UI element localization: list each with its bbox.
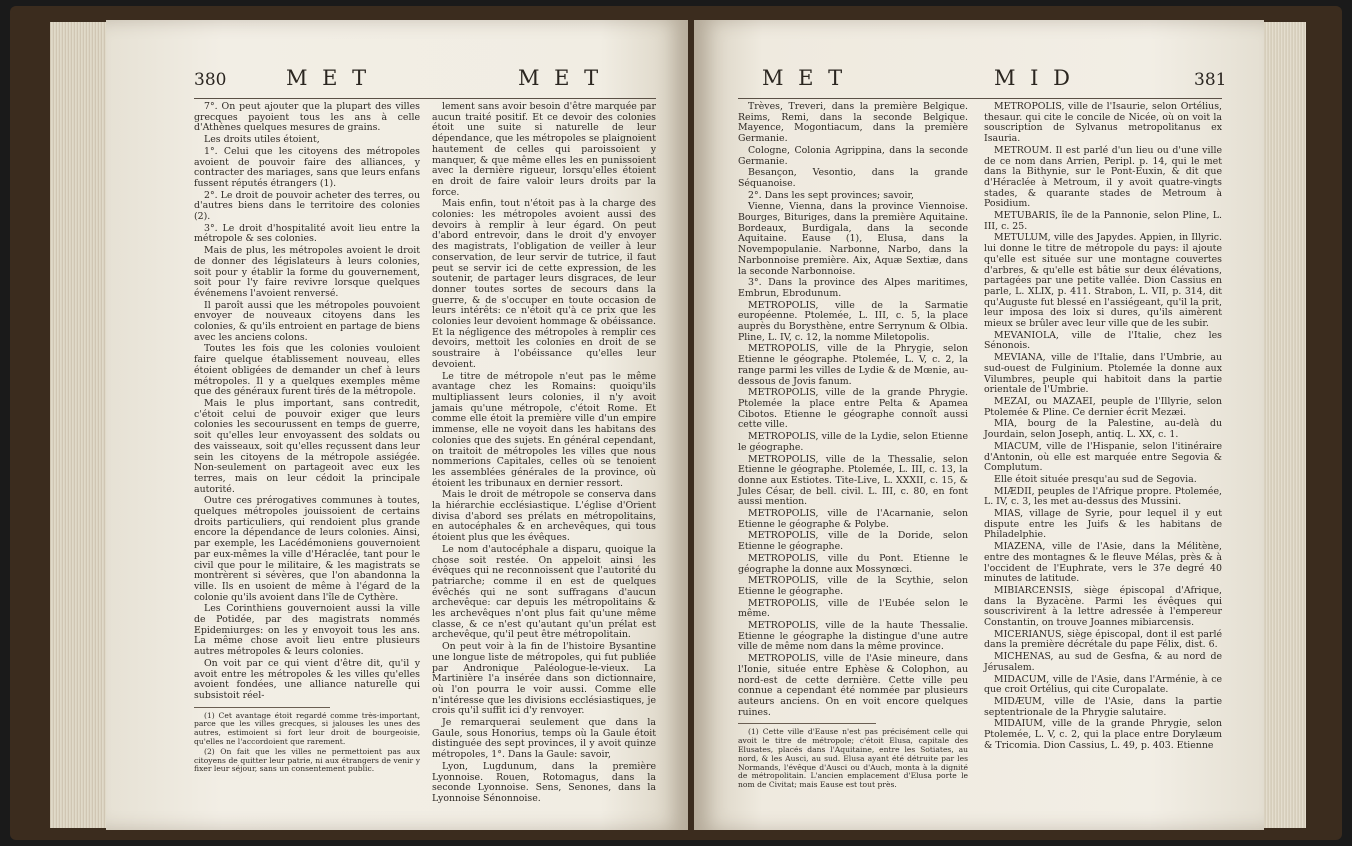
paragraph: Les Corinthiens gouvernoient aussi la ville de Potidée, par des magistrats nommés Epidemiurges: on les y envoyoit tous les ans. La même chose avoit lieu entre plusieurs autres métropoles & leurs colonies. xyxy=(194,603,420,658)
paragraph: METROPOLIS, ville de la Sarmatie européenne. Ptolemée, L. III, c. 5, la place auprès du Borysthène, entre Serrynum & Olbia. Pline, L. IV, c. 12, la nomme Miletopolis. xyxy=(738,299,968,343)
paragraph: METROPOLIS, ville de l'Acarnanie, selon Etienne le géographe & Polybe. xyxy=(738,508,968,530)
footnote: (1) Cet avantage étoit regardé comme très-important, parce que les villes grecques, si jalouses les unes des autres, estimoient si fort leur droit de bourgeoisie, qu'elles ne l'accordoient que rarement. xyxy=(194,710,420,747)
paragraph: Mais le droit de métropole se conserva dans la hiérarchie ecclésiastique. L'église d'Orient divisa d'abord ses prélats en métropolitains, en autocéphales & en archevêques, qui tous étoient plus que les évêques. xyxy=(432,489,656,544)
book-spread xyxy=(10,6,1342,840)
footnote-rule xyxy=(738,723,876,724)
paragraph: Trèves, Treveri, dans la première Belgique. Reims, Remi, dans la seconde Belgique. Mayence, Mogontiacum, dans la première Germanie. xyxy=(738,101,968,145)
paragraph: Il paroît aussi que les métropoles pouvoient envoyer de nouveaux citoyens dans les colonies, & qu'ils entroient en partage de biens avec les anciens colons. xyxy=(194,299,420,343)
paragraph: MIAS, village de Syrie, pour lequel il y eut dispute entre les Juifs & les habitans de Philadelphie. xyxy=(984,508,1222,541)
right-header-right: M I D xyxy=(994,66,1074,90)
left-header-rule xyxy=(194,98,656,99)
paragraph: METROPOLIS, ville de la grande Phrygie. Ptolemée la place entre Pelta & Apamea Cibotos. Etienne le géographe connoît aussi cette ville. xyxy=(738,387,968,431)
right-header-rule xyxy=(738,98,1222,99)
paragraph: MIDÆUM, ville de l'Asie, dans la partie septentrionale de la Phrygie salutaire. xyxy=(984,695,1222,718)
right-page xyxy=(694,20,1264,830)
left-header-right: M E T xyxy=(518,66,603,90)
paragraph: MIACUM, ville de l'Hispanie, selon l'itinéraire d'Antonin, où elle est marquée entre Segovia & Complutum. xyxy=(984,440,1222,474)
paragraph: MIA, bourg de la Palestine, au-delà du Jourdain, selon Joseph, antiq. L. XX, c. 1. xyxy=(984,418,1222,441)
paragraph: METROPOLIS, ville de la Scythie, selon Etienne le géographe. xyxy=(738,575,968,597)
paragraph: 7°. On peut ajouter que la plupart des villes grecques payoient tous les ans à celle d'Athènes quelques mesures de grains. xyxy=(194,101,420,134)
paragraph: lement sans avoir besoin d'être marquée par aucun traité positif. Et ce devoir des colonies étoit une suite si naturelle de leur dépendance, que les métropoles se plaignoient hautement de celles qui paroissoient y manquer, & que même elles les en punissoient avec la dernière rigueur, lorsqu'elles étoient en droit de faire valoir leurs droits par la force. xyxy=(432,101,656,198)
paragraph: Outre ces prérogatives communes à toutes, quelques métropoles jouissoient de certains droits particuliers, qui rendoient plus grande encore la dépendance de leurs colonies. Ainsi, par exemple, les Lacédémoniens gouvernoient par eux-mêmes la ville d'Héraclée, tant pour le civil que pour le militaire, & les magistrats se montrèrent si sévères, que l'on abandonna la ville. Ils en usoient de même à l'égard de la colonie qu'ils avoient dans l'île de Cythère. xyxy=(194,495,420,603)
footnote-rule xyxy=(194,707,330,708)
right-page-edges xyxy=(1262,22,1306,828)
right-column-1 xyxy=(738,102,968,791)
paragraph: Mais enfin, tout n'étoit pas à la charge des colonies: les métropoles avoient aussi des devoirs à remplir à leur égard. On peut d'abord entrevoir, dans le droit d'y envoyer des magistrats, l'obligation de veiller à leur conservation, de leur servir de tutrice, il faut peut se servir ici de cette expression, de les soutenir, de partager leurs disgraces, de leur donner toutes sortes de secours dans la guerre, & de s'occuper en toute occasion de leurs intérêts: ce n'étoit qu'à ce prix que les colonies leur devoient hommage & obéissance. Et la négligence des métropoles à remplir ces devoirs, mettoit les colonies en droit de se soustraire à l'obéissance qu'elles leur devoient. xyxy=(432,198,656,370)
left-header-left: M E T xyxy=(286,66,371,90)
paragraph: 3°. Le droit d'hospitalité avoit lieu entre la métropole & ses colonies. xyxy=(194,222,420,245)
paragraph: 3°. Dans la province des Alpes maritimes, Embrun, Ebrodunum. xyxy=(738,277,968,299)
paragraph: METROPOLIS, ville de la Lydie, selon Etienne le géographe. xyxy=(738,431,968,453)
paragraph: Mais de plus, les métropoles avoient le droit de donner des législateurs à leurs colonies, soit pour y établir la forme du gouvernement, soit pour l'y faire revivre lorsque quelques événemens l'avoient renversé. xyxy=(194,245,420,299)
left-column-2 xyxy=(432,102,656,806)
paragraph: MIDAIUM, ville de la grande Phrygie, selon Ptolemée, L. V, c. 2, qui la place entre Dorylæum & Tricomia. Dion Cassius, L. 49, p. 403. Etienne xyxy=(984,718,1222,751)
paragraph: MIÆDII, peuples de l'Afrique propre. Ptolemée, L. IV, c. 3, les met au-dessus des Mussini. xyxy=(984,485,1222,508)
paragraph: MIBIARCENSIS, siège épiscopal d'Afrique, dans la Byzacène. Parmi les évêques qui souscrivirent à la lettre adressée à l'empereur Constantin, on trouve Joannes mibiarcensis. xyxy=(984,584,1222,629)
paragraph: MIAZENA, ville de l'Asie, dans la Mélitène, entre des montagnes & le fleuve Mélas, près & à l'occident de l'Euphrate, vers le 37e degré 40 minutes de latitude. xyxy=(984,541,1222,585)
paragraph: 1°. Celui que les citoyens des métropoles avoient de pouvoir faire des alliances, y contracter des mariages, sans que leurs enfans fussent réputés étrangers (1). xyxy=(194,145,420,189)
paragraph: Le nom d'autocéphale a disparu, quoique la chose soit restée. On appeloit ainsi les évêques qui ne reconnoissent que l'autorité du patriarche; comme il en est de quelques évêchés qui ne sont suffragans d'aucun archevêque: car depuis les métropolitains & les archevêques n'ont plus fait qu'une même classe, & ce n'est qu'autant qu'un prélat est archevêque, qu'il peut être métropolitain. xyxy=(432,543,656,641)
paragraph: 2°. Le droit de pouvoir acheter des terres, ou d'autres biens dans le territoire des colonies (2). xyxy=(194,189,420,223)
paragraph: Toutes les fois que les colonies vouloient faire quelque établissement nouveau, elles étoient obligées de demander un chef à leurs métropoles. Il y a quelques exemples même que des généraux furent tirés de la métropole. xyxy=(194,343,420,398)
paragraph: METROPOLIS, ville de l'Asie mineure, dans l'Ionie, située entre Ephèse & Colophon, au nord-est de cette dernière. Cette ville peu connue a cependant été nommée par plusieurs auteurs anciens. On en voit encore quelques ruines. xyxy=(738,653,968,718)
paragraph: METROPOLIS, ville de l'Eubée selon le même. xyxy=(738,597,968,620)
paragraph: Les droits utiles étoient, xyxy=(204,134,320,146)
paragraph: METULUM, ville des Japydes. Appien, in Illyric. lui donne le titre de métropole du pays: il ajoute qu'elle est située sur une montagne couvertes d'arbres, & qu'elle est bâtie sur deux élévations, partagées par une petite vallée. Dion Cassius en parle, L. XLIX, p. 411. Strabon, L. VII, p. 314, dit qu'Auguste fut blessé en l'assiégeant, qu'il la prit, leur imposa des loix si dures, qu'ils aimèrent mieux se brûler avec leur ville que de les subir. xyxy=(984,232,1222,330)
paragraph: Lyon, Lugdunum, dans la première Lyonnoise. Rouen, Rotomagus, dans la seconde Lyonnoise. Sens, Senones, dans la Lyonnoise Sénonnoise. xyxy=(432,760,656,804)
paragraph: 2°. Dans les sept provinces; savoir, xyxy=(748,189,914,201)
paragraph: Mais le plus important, sans contredit, c'étoit celui de pouvoir exiger que leurs colonies les secourussent en temps de guerre, soit qu'elles leur envoyassent des soldats ou des vaisseaux, soit qu'elles reçussent dans leur sein les citoyens de la métropole assiégée. Non-seulement on partageoit avec eux les terres, mais on leur cédoit la principale autorité. xyxy=(194,397,420,495)
paragraph: Je remarquerai seulement que dans la Gaule, sous Honorius, temps où la Gaule étoit distinguée des sept provinces, il y avoit quinze métropoles, 1°. Dans la Gaule: savoir, xyxy=(432,717,656,761)
left-page xyxy=(106,20,688,830)
paragraph: METROPOLIS, ville de la Phrygie, selon Etienne le géographe. Ptolemée, L. V, c. 2, la range parmi les villes de Lydie & de Mœnie, au-dessous de Jovis fanum. xyxy=(738,343,968,387)
paragraph: Le titre de métropole n'eut pas le même avantage chez les Romains: quoiqu'ils multipliassent leurs colonies, il n'y avoit jamais qu'une métropole, c'étoit Rome. Et comme elle étoit la première ville d'un empire immense, elle ne voyoit dans les habitans des colonies que des sujets. En général cependant, on traitoit de métropoles les villes que nous nommerions Capitales, celles où se tenoient les assemblées générales de la province, où étoient les tribunaux en dernier ressort. xyxy=(432,370,656,489)
paragraph: Cologne, Colonia Agrippina, dans la seconde Germanie. xyxy=(738,144,968,167)
paragraph: MIDACUM, ville de l'Asie, dans l'Arménie, à ce que croit Ortélius, qui cite Curopalate. xyxy=(984,673,1222,696)
paragraph: METUBARIS, île de la Pannonie, selon Pline, L. III, c. 25. xyxy=(984,210,1222,232)
paragraph: METROPOLIS, ville de la Thessalie, selon Etienne le géographe. Ptolemée, L. III, c. 13, la donne aux Estiotes. Tite-Live, L. XXXII, c. 15, & Jules César, de bell. civil. L. III, c. 80, en font aussi mention. xyxy=(738,453,968,508)
paragraph: Besançon, Vesontio, dans la grande Séquanoise. xyxy=(738,167,968,189)
paragraph: On voit par ce qui vient d'être dit, qu'il y avoit entre les métropoles & les villes qu'elles avoient fondées, une alliance naturelle qui subsistoit réel- xyxy=(194,657,420,701)
paragraph: METROPOLIS, ville de la haute Thessalie. Etienne le géographe la distingue d'une autre ville de même nom dans la même province. xyxy=(738,620,968,653)
paragraph: MEVIANA, ville de l'Italie, dans l'Umbrie, au sud-ouest de Fulginium. Ptolemée la donne aux Vilumbres, peuple qui habitoit dans la partie orientale de l'Umbrie. xyxy=(984,352,1222,396)
paragraph: Elle étoit située presqu'au sud de Segovia. xyxy=(994,473,1197,485)
paragraph: METROPOLIS, ville du Pont. Etienne le géographe la donne aux Mossynœci. xyxy=(738,552,968,575)
right-header-left: M E T xyxy=(762,66,847,90)
paragraph: Vienne, Vienna, dans la province Viennoise. Bourges, Bituriges, dans la première Aquitaine. Bordeaux, Burdigala, dans la seconde Aquitaine. Eause (1), Elusa, dans la Novempopulanie. Narbonne, Narbo, dans la Narbonnoise première. Aix, Aquæ Sextiæ, dans la seconde Narbonnoise. xyxy=(738,201,968,277)
right-column-2 xyxy=(984,102,1222,752)
paragraph: MICERIANUS, siège épiscopal, dont il est parlé dans la première décrétale du pape Félix, dist. 6. xyxy=(984,628,1222,651)
left-column-1 xyxy=(194,102,420,775)
paragraph: METROUM. Il est parlé d'un lieu ou d'une ville de ce nom dans Arrien, Peripl. p. 14, qui le met dans la Bithynie, sur le Pont-Euxin, & dit que d'Héraclée à Metroum, il y avoit quatre-vingts stades, & quarante stades de Metroum à Posidium. xyxy=(984,144,1222,210)
paragraph: MEVANIOLA, ville de l'Italie, chez les Sénonois. xyxy=(984,329,1222,352)
right-page-number: 381 xyxy=(1194,70,1227,90)
paragraph: METROPOLIS, ville de la Doride, selon Etienne le géographe. xyxy=(738,530,968,553)
paragraph: On peut voir à la fin de l'histoire Bysantine une longue liste de métropoles, qui fut publiée par Andronique Paléologue-le-vieux. La Martinière l'a insérée dans son dictionnaire, où l'on pourra le voir aussi. Comme elle n'intéresse que les divisions ecclésiastiques, je crois qu'il suffit ici d'y renvoyer. xyxy=(432,641,656,717)
left-page-edges xyxy=(50,22,108,828)
footnote: (2) On fait que les villes ne permettoient pas aux citoyens de quitter leur patrie, ni aux étrangers de venir y fixer leur séjour, sans un consentement public. xyxy=(194,746,420,774)
paragraph: MEZAI, ou MAZAEI, peuple de l'Illyrie, selon Ptolemée & Pline. Ce dernier écrit Mezæi. xyxy=(984,395,1222,418)
left-page-number: 380 xyxy=(194,70,227,90)
paragraph: METROPOLIS, ville de l'Isaurie, selon Ortélius, thesaur. qui cite le concile de Nicée, où on voit la souscription de Sylvanus metropolitanus ex Isauria. xyxy=(984,101,1222,145)
paragraph: MICHENAS, au sud de Gesfna, & au nord de Jérusalem. xyxy=(984,651,1222,673)
footnote: (1) Cette ville d'Eause n'est pas précisément celle qui avoit le titre de métropole; c'étoit Elusa, capitale des Elusates, placés dans l'Aquitaine, entre les Sotiates, au nord, & les Ausci, au sud. Elusa ayant été détruite par les Normands, l'évêque d'Ausci ou d'Auch, monta à la dignité de métropolitain. L'ancien emplacement d'Elusa porte le nom de Civitat; mais Eause est tout près. xyxy=(738,727,968,790)
